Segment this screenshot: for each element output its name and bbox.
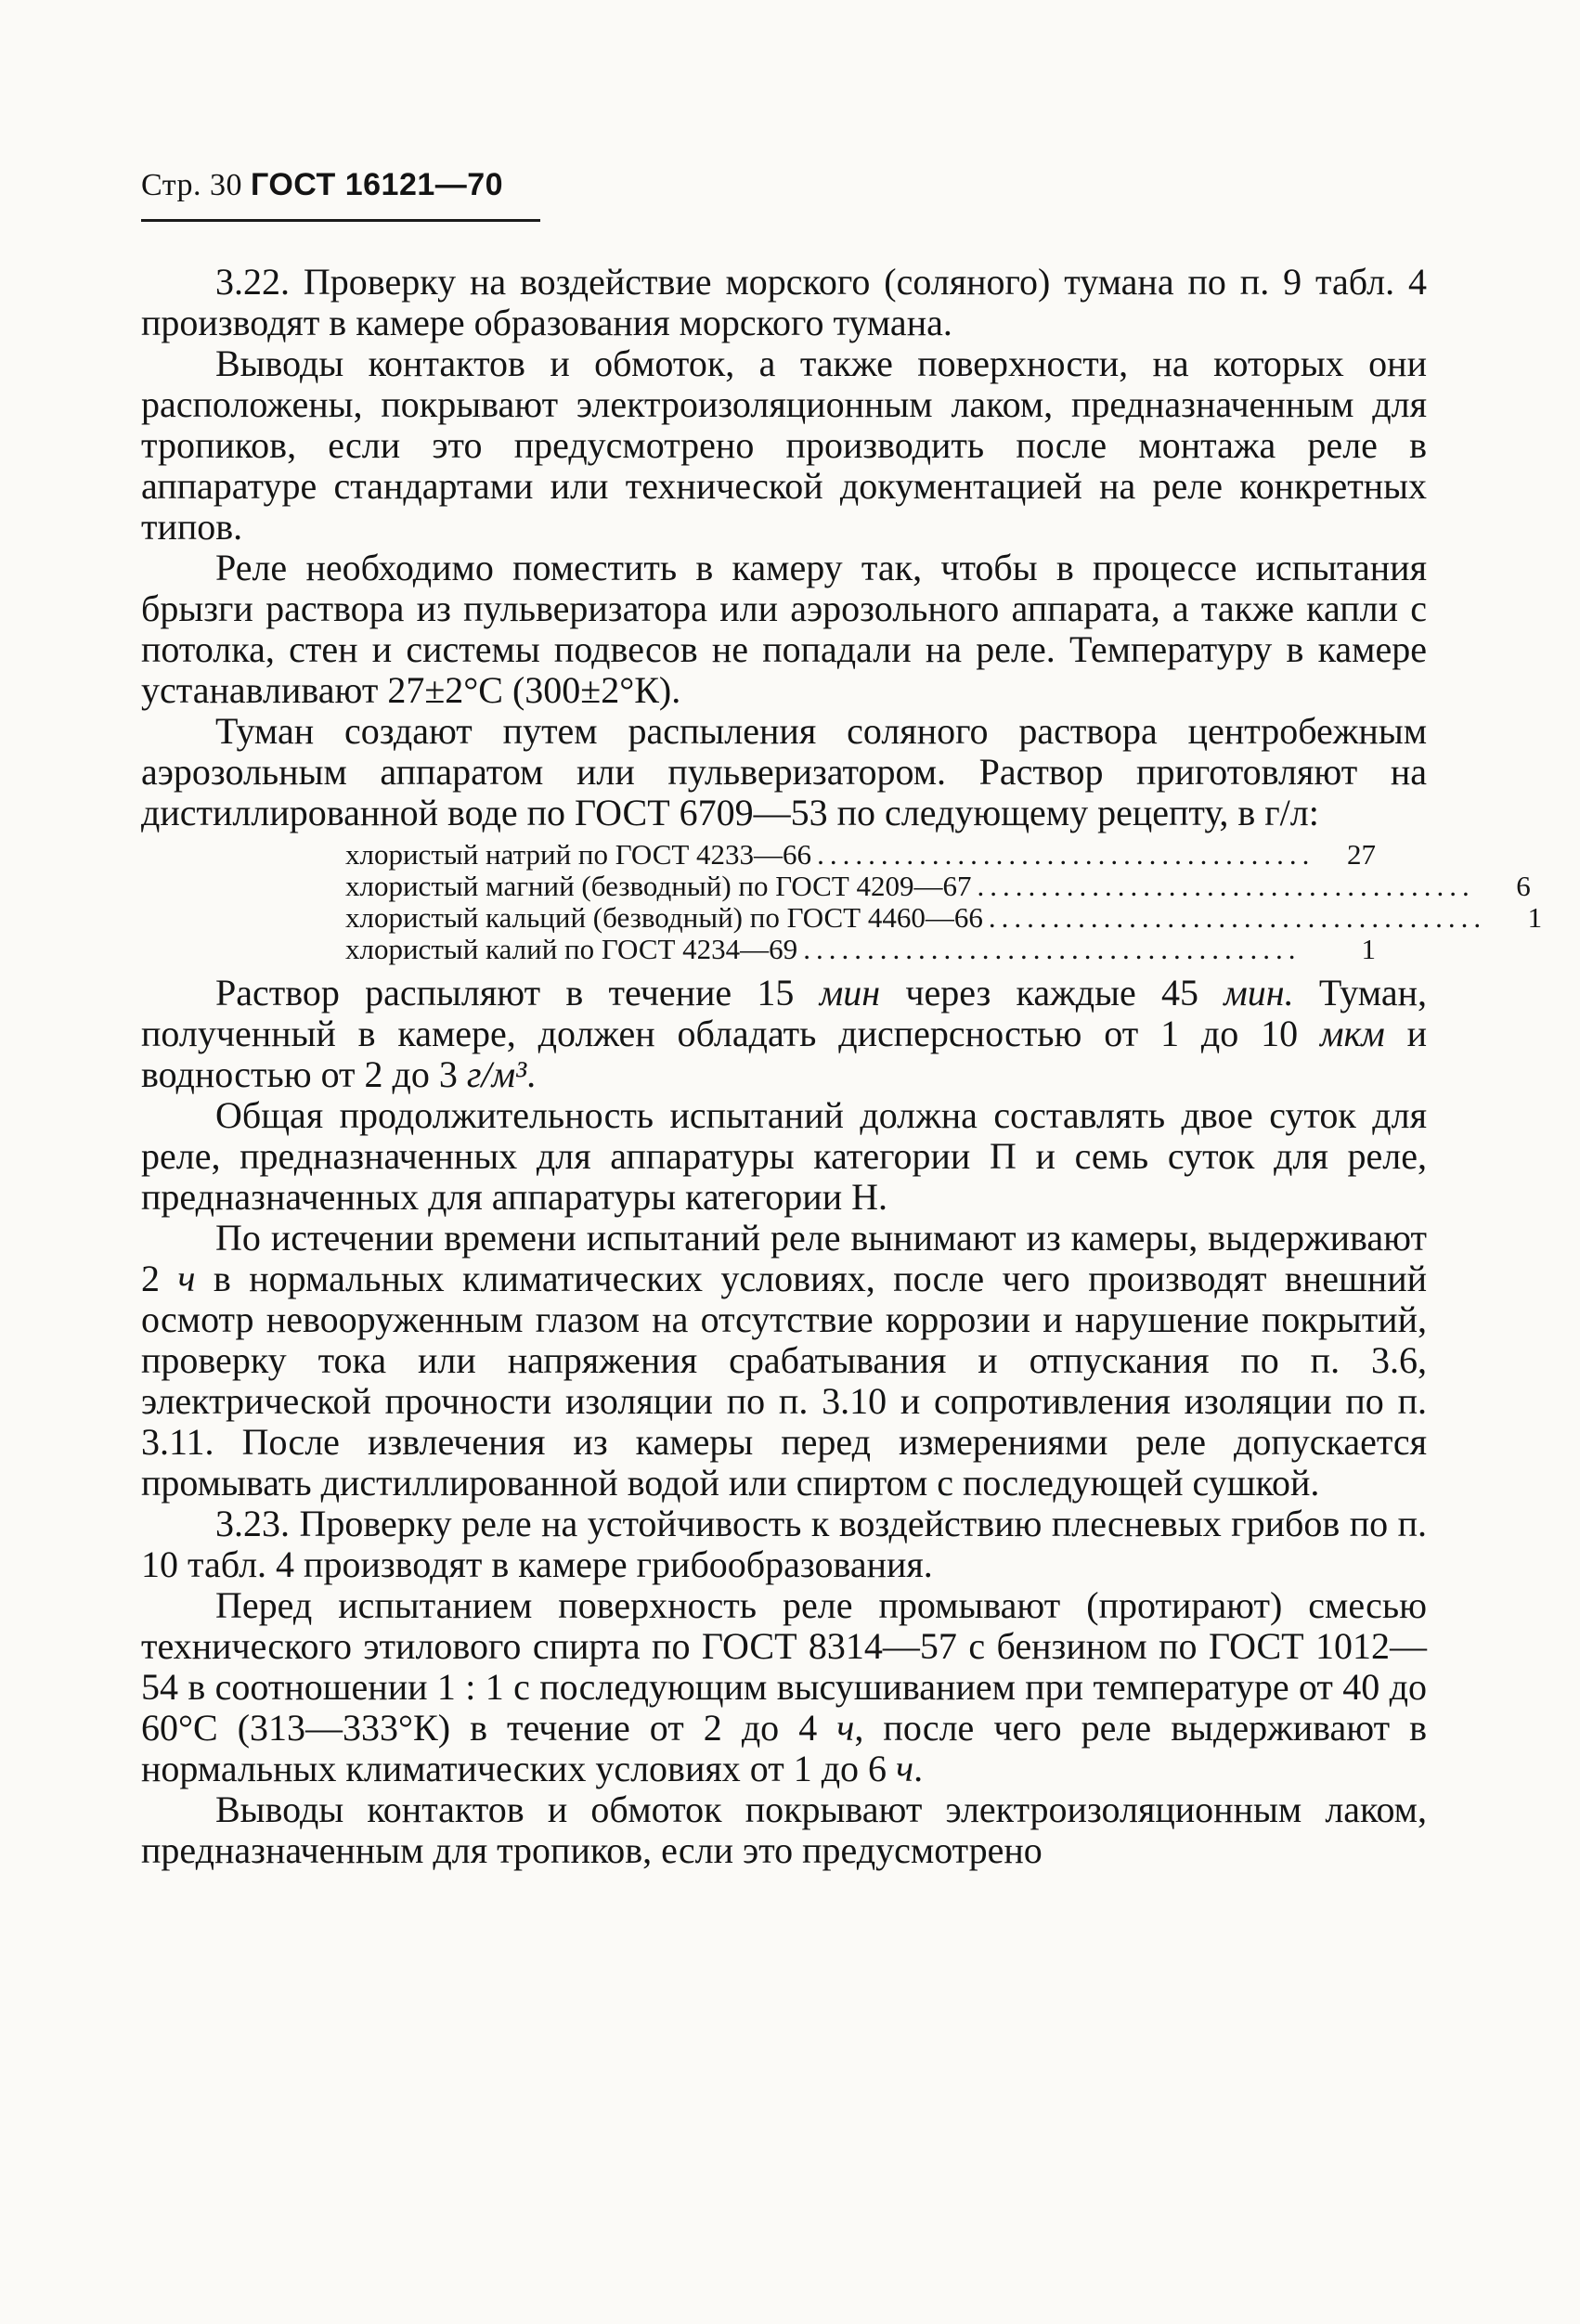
leader-dots: ....................................... bbox=[988, 901, 1487, 934]
unit-text: мин bbox=[819, 972, 881, 1014]
recipe-item-value: 1 bbox=[1361, 933, 1376, 965]
unit-text: ч bbox=[896, 1748, 914, 1789]
paragraph-last: Выводы контактов и обмоток покрывают электроизоляционным лаком, предназначенным для тропиков, если это предусмотрено bbox=[141, 1788, 1427, 1871]
text-run: Раствор распыляют в течение 15 bbox=[215, 972, 820, 1014]
paragraph-fog: Туман создают путем распыления соляного раствора центробежным аэрозольным аппаратом или пульверизатором. Раствор приготовляют на дистиллированной воде по ГОСТ 6709—53 по следующему рецепту, в г/л: bbox=[141, 710, 1427, 833]
text-run: и водностью от 2 до 3 bbox=[141, 1013, 1428, 1095]
leader-dots: ....................................... bbox=[977, 870, 1475, 902]
recipe-list bbox=[345, 838, 1543, 965]
leader-dots: ....................................... bbox=[803, 933, 1302, 965]
recipe-item-value: 1 bbox=[1527, 901, 1543, 934]
unit-text: ч bbox=[836, 1707, 855, 1749]
header-rule bbox=[141, 219, 540, 222]
recipe-item-name: хлористый магний (безводный) по ГОСТ 4209—67 bbox=[345, 870, 972, 902]
text-run: Туман, полученный в камере, должен обладать дисперсностью от 1 до 10 bbox=[141, 972, 1427, 1054]
paragraph-duration: Общая продолжительность испытаний должна составлять двое суток для реле, предназначенных для аппаратуры категории П и семь суток для реле, предназначенных для аппаратуры категории Н. bbox=[141, 1094, 1427, 1218]
recipe-item-value: 6 bbox=[1516, 870, 1531, 902]
recipe-item-name: хлористый натрий по ГОСТ 4233—66 bbox=[345, 838, 812, 871]
paragraph-spray bbox=[141, 973, 1427, 1095]
recipe-item bbox=[345, 934, 1376, 965]
text-run: в нормальных климатических условиях, после чего производят внешний осмотр невооруженным глазом на отсутствие коррозии и нарушение покрытий, проверку тока или напряжения срабатывания и отпускания по п. 3.6, электрической прочности изоляции по п. 3.10 и сопротивления изоляции по п. 3.11. После извлечения из камеры перед измерениями реле допускается промывать дистиллированной водой или спиртом с последующей сушкой. bbox=[141, 1258, 1428, 1504]
text-run: Перед испытанием поверхность реле промывают (протирают) смесью технического этилового спирта по ГОСТ 8314—57 с бензином по ГОСТ 1012—54 в соотношении 1 : 1 с последующим высушиванием при температуре от 40 до 60°С (313—333°К) в течение от 2 до 4 bbox=[141, 1584, 1427, 1749]
text-run: . bbox=[913, 1748, 924, 1789]
standard-number: ГОСТ 16121—70 bbox=[251, 167, 504, 202]
recipe-item bbox=[345, 839, 1376, 871]
paragraph-3-23: 3.23. Проверку реле на устойчивость к воздействию плесневых грибов по п. 10 табл. 4 производят в камере грибообразования. bbox=[141, 1503, 1427, 1585]
unit-text: ч bbox=[177, 1258, 196, 1299]
text-run: через каждые 45 bbox=[880, 972, 1224, 1014]
unit-text: мин. bbox=[1224, 972, 1294, 1014]
page-number: Стр. 30 bbox=[141, 168, 243, 202]
paragraph-terminals: Выводы контактов и обмоток, а также поверхности, на которых они расположены, покрывают электроизоляционным лаком, предназначенным для тропиков, если это предусмотрено производить после монтажа реле в аппаратуре стандартами или технической документацией на реле конкретных типов. bbox=[141, 342, 1427, 548]
recipe-item-name: хлористый калий по ГОСТ 4234—69 bbox=[345, 933, 798, 965]
leader-dots: ....................................... bbox=[817, 838, 1315, 871]
unit-text: мкм bbox=[1319, 1013, 1385, 1054]
recipe-item bbox=[345, 870, 1531, 902]
unit-text: г/м³ bbox=[466, 1053, 527, 1095]
recipe-item-value: 27 bbox=[1347, 838, 1376, 871]
page-header bbox=[141, 167, 503, 203]
paragraph-after-test bbox=[141, 1218, 1427, 1504]
text-run: По истечении времени испытаний реле вынимают из камеры, выдерживают 2 bbox=[141, 1217, 1427, 1299]
recipe-item bbox=[345, 901, 1543, 934]
text-run: . bbox=[526, 1053, 537, 1095]
text-run: , после чего реле выдерживают в нормальных климатических условиях от 1 до 6 bbox=[141, 1707, 1428, 1789]
paragraph-3-22: 3.22. Проверку на воздействие морского (соляного) тумана по п. 9 табл. 4 производят в камере образования морского тумана. bbox=[141, 261, 1427, 343]
document-body bbox=[141, 261, 1543, 1871]
paragraph-placement: Реле необходимо поместить в камеру так, чтобы в процессе испытания брызги раствора из пульверизатора или аэрозольного аппарата, а также капли с потолка, стен и системы подвесов не попадали на реле. Температуру в камере устанавливают 27±2°С (300±2°К). bbox=[141, 547, 1427, 711]
paragraph-wash bbox=[141, 1585, 1427, 1789]
recipe-item-name: хлористый кальций (безводный) по ГОСТ 4460—66 bbox=[345, 901, 983, 934]
